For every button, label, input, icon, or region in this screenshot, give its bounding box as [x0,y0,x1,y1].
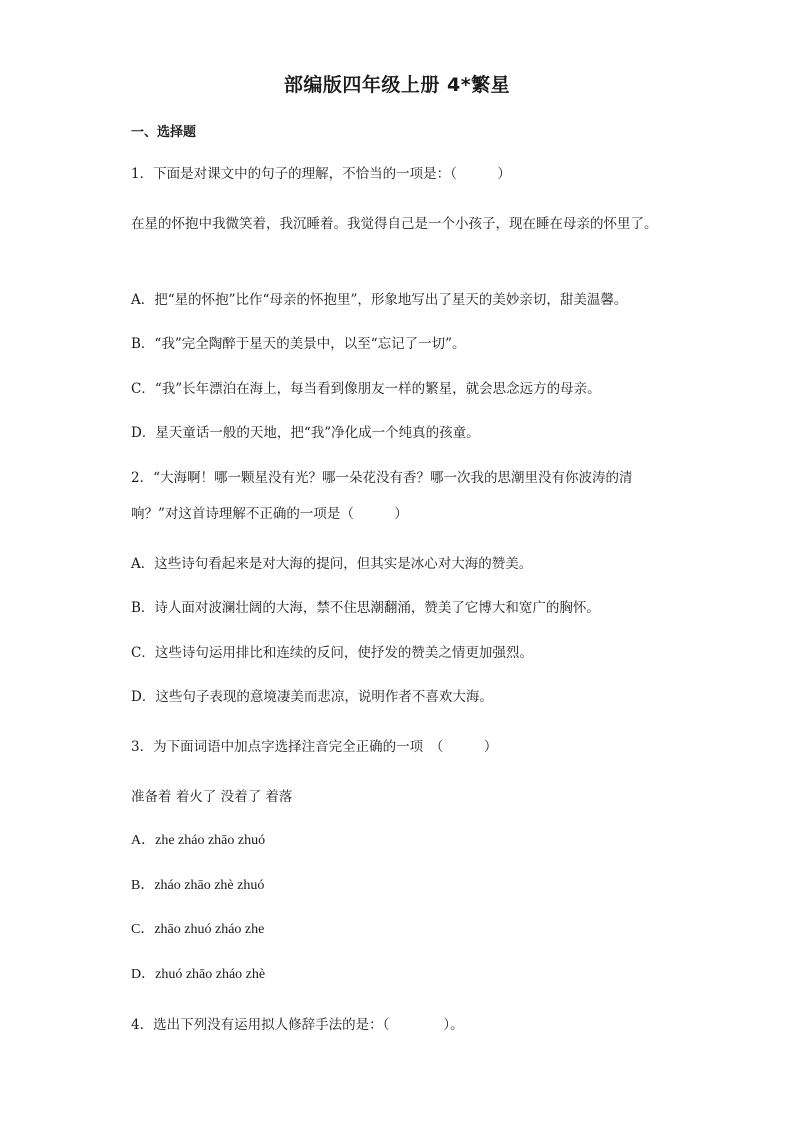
question-2-option-a: A．这些诗句看起来是对大海的提问，但其实是冰心对大海的赞美。 [131,556,533,572]
question-3-option-d: D．zhuó zhāo zháo zhè [131,967,266,982]
question-2-stem: 2．“大海啊！哪一颗星没有光？哪一朵花没有香？哪一次我的思潮里没有你波涛的清响？”对这首诗理解不正确的一项是（ ） [131,470,633,522]
question-1-stem: 1．下面是对课文中的句子的理解，不恰当的一项是：（ ） [131,166,511,182]
question-1-passage: 在星的怀抱中我微笑着，我沉睡着。我觉得自己是一个小孩子，现在睡在母亲的怀里了。 [131,216,658,232]
question-2-option-b: B．诗人面对波澜壮阔的大海，禁不住思潮翻涌，赞美了它博大和宽广的胸怀。 [131,600,600,616]
question-3-option-c: C．zhāo zhuó zháo zhe [131,922,265,937]
question-2-option-d: D．这些句子表现的意境凄美而悲凉，说明作者不喜欢大海。 [131,689,493,705]
question-1-option-a: A．把“星的怀抱”比作“母亲的怀抱里”，形象地写出了星天的美妙亲切，甜美温馨。 [131,292,628,308]
section-heading: 一、选择题 [131,125,197,140]
question-3-option-a: A．zhe zháo zhāo zhuó [131,833,266,848]
question-2-option-c: C．这些诗句运用排比和连续的反问，使抒发的赞美之情更加强烈。 [131,645,533,661]
question-3-stem: 3．为下面词语中加点字选择注音完全正确的一项 （ ） [131,739,498,755]
question-1-option-c: C．“我”长年漂泊在海上，每当看到像朋友一样的繁星，就会思念远方的母亲。 [131,381,601,397]
question-1-option-d: D．星天童话一般的天地，把“我”净化成一个纯真的孩童。 [131,425,480,441]
question-3-option-b: B．zháo zhāo zhè zhuó [131,878,265,893]
question-1-option-b: B．“我”完全陶醉于星天的美景中，以至“忘记了一切”。 [131,336,466,352]
question-3-words: 准备着 着火了 没着了 着落 [131,789,293,805]
question-4-stem: 4．选出下列没有运用拟人修辞手法的是：（ ）。 [131,1017,464,1033]
page-title: 部编版四年级上册 4*繁星 [283,74,511,96]
